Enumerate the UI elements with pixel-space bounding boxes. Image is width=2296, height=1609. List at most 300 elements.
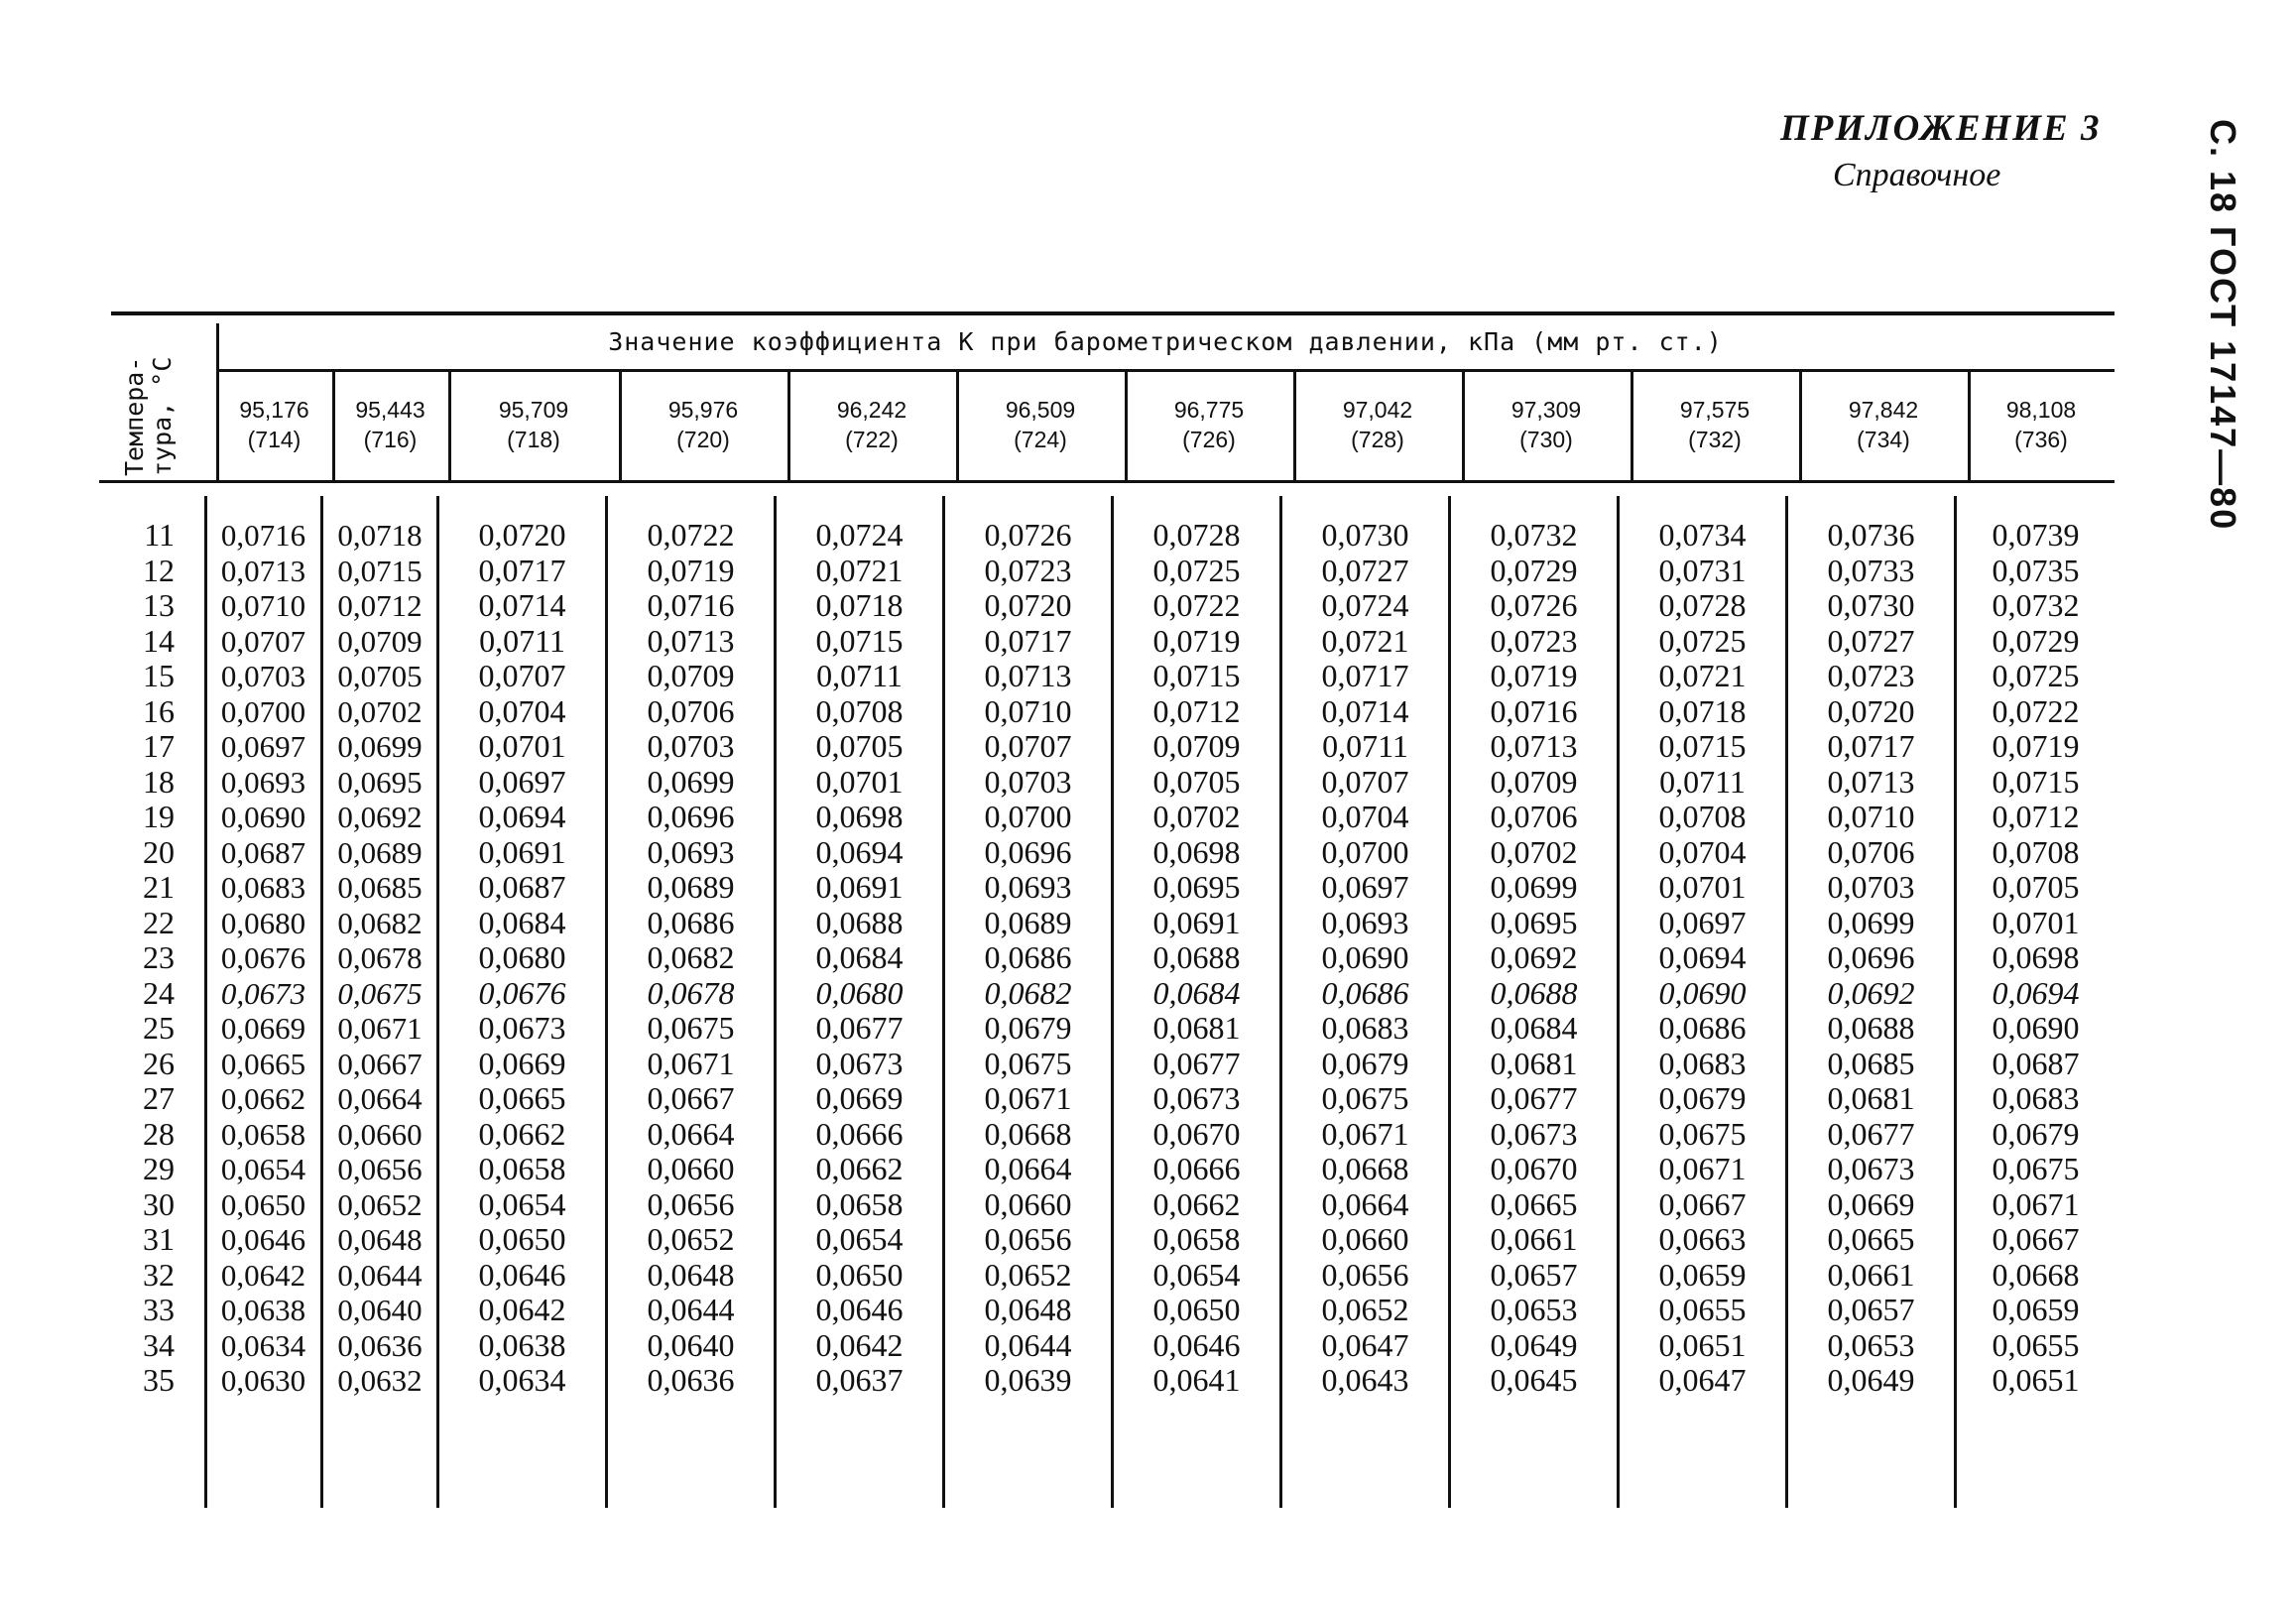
value-cell: 0,0684 xyxy=(1490,1010,1578,1046)
value-cell: 0,0673 xyxy=(220,975,306,1011)
temperature-cell: 29 xyxy=(143,1151,175,1186)
value-cell: 0,0719 xyxy=(1992,728,2080,764)
value-cell: 0,0670 xyxy=(1490,1151,1578,1186)
value-cell: 0,0715 xyxy=(815,622,904,659)
value-cell: 0,0636 xyxy=(647,1362,735,1398)
pressure-column xyxy=(323,518,436,1399)
value-cell: 0,0679 xyxy=(1992,1115,2080,1152)
pressure-kpa: 96,775 xyxy=(1173,397,1245,423)
value-cell: 0,0639 xyxy=(984,1362,1072,1398)
temperature-header xyxy=(121,327,181,486)
value-cell: 0,0667 xyxy=(1658,1185,1747,1222)
value-cell: 0,0709 xyxy=(337,623,423,659)
value-cell: 0,0664 xyxy=(1321,1185,1409,1222)
value-cell: 0,0662 xyxy=(220,1081,306,1116)
temperature-cell: 19 xyxy=(143,799,175,834)
value-cell: 0,0669 xyxy=(815,1080,904,1116)
value-cell: 0,0718 xyxy=(815,587,904,623)
value-cell: 0,0664 xyxy=(984,1151,1072,1186)
value-cell: 0,0688 xyxy=(1827,1010,1915,1046)
pressure-kpa: 95,176 xyxy=(239,397,309,423)
value-cell: 0,0689 xyxy=(337,834,423,870)
value-cell: 0,0656 xyxy=(1321,1256,1409,1293)
temperature-cell: 22 xyxy=(143,904,175,940)
value-cell: 0,0676 xyxy=(220,940,306,975)
pressure-kpa: 95,976 xyxy=(667,397,739,423)
value-cell: 0,0698 xyxy=(1152,833,1241,870)
value-cell: 0,0675 xyxy=(1992,1151,2080,1186)
value-cell: 0,0669 xyxy=(220,1011,306,1046)
value-cell: 0,0661 xyxy=(1490,1221,1578,1257)
value-cell: 0,0722 xyxy=(647,517,735,553)
pressure-column-header xyxy=(1466,395,1627,454)
value-cell: 0,0695 xyxy=(337,764,423,800)
pressure-kpa: 96,242 xyxy=(836,397,907,423)
value-cell: 0,0725 xyxy=(1152,552,1241,588)
value-cell: 0,0642 xyxy=(815,1326,904,1363)
value-cell: 0,0657 xyxy=(1827,1292,1915,1327)
value-cell: 0,0695 xyxy=(1152,869,1241,905)
value-cell: 0,0680 xyxy=(220,905,306,940)
value-cell: 0,0735 xyxy=(1992,552,2080,588)
value-cell: 0,0729 xyxy=(1992,622,2080,659)
value-cell: 0,0722 xyxy=(1152,587,1241,623)
value-cell: 0,0703 xyxy=(647,728,735,764)
value-cell: 0,0716 xyxy=(220,518,306,553)
temperature-column xyxy=(129,518,175,1399)
column-divider xyxy=(1954,496,1957,1508)
value-cell: 0,0725 xyxy=(1992,658,2080,693)
value-cell: 0,0713 xyxy=(647,622,735,659)
value-cell: 0,0702 xyxy=(337,693,423,729)
value-cell: 0,0727 xyxy=(1827,622,1915,659)
header-divider xyxy=(1631,371,1633,482)
pressure-column-header xyxy=(1634,395,1795,454)
value-cell: 0,0690 xyxy=(1992,1010,2080,1046)
temperature-cell: 26 xyxy=(143,1045,175,1081)
header-divider xyxy=(332,371,335,482)
value-cell: 0,0646 xyxy=(815,1292,904,1327)
value-cell: 0,0686 xyxy=(647,904,735,940)
value-cell: 0,0644 xyxy=(647,1292,735,1327)
value-cell: 0,0720 xyxy=(984,587,1072,623)
value-cell: 0,0699 xyxy=(1827,904,1915,940)
value-cell: 0,0646 xyxy=(220,1222,306,1257)
value-cell: 0,0696 xyxy=(647,799,735,834)
value-cell: 0,0704 xyxy=(1321,799,1409,834)
header-bottom-rule xyxy=(99,480,2115,483)
value-cell: 0,0717 xyxy=(1321,658,1409,693)
temperature-cell: 18 xyxy=(143,763,175,800)
value-cell: 0,0723 xyxy=(1827,658,1915,693)
temperature-cell: 35 xyxy=(143,1362,175,1398)
value-cell: 0,0679 xyxy=(984,1010,1072,1046)
temperature-cell: 24 xyxy=(143,974,175,1011)
value-cell: 0,0655 xyxy=(1658,1292,1747,1327)
value-cell: 0,0709 xyxy=(1152,728,1241,764)
pressure-mmhg: (718) xyxy=(507,427,560,452)
value-cell: 0,0676 xyxy=(478,974,566,1011)
value-cell: 0,0715 xyxy=(1992,763,2080,800)
value-cell: 0,0701 xyxy=(1658,869,1747,905)
value-cell: 0,0682 xyxy=(984,974,1072,1011)
value-cell: 0,0699 xyxy=(1490,869,1578,905)
appendix-subtitle: Справочное xyxy=(1833,157,2001,193)
value-cell: 0,0699 xyxy=(337,729,423,764)
header-divider xyxy=(956,371,959,482)
value-cell: 0,0714 xyxy=(1321,692,1409,729)
value-cell: 0,0705 xyxy=(1992,869,2080,905)
value-cell: 0,0688 xyxy=(1152,939,1241,975)
value-cell: 0,0647 xyxy=(1321,1326,1409,1363)
value-cell: 0,0711 xyxy=(1322,728,1408,764)
value-cell: 0,0717 xyxy=(478,552,566,588)
temperature-cell: 32 xyxy=(143,1256,175,1293)
value-cell: 0,0679 xyxy=(1321,1045,1409,1081)
value-cell: 0,0656 xyxy=(984,1221,1072,1257)
value-cell: 0,0680 xyxy=(478,939,566,975)
value-cell: 0,0711 xyxy=(816,658,903,693)
temperature-header-line1: Темпера- xyxy=(120,356,149,476)
value-cell: 0,0675 xyxy=(1321,1080,1409,1116)
value-cell: 0,0688 xyxy=(1490,974,1578,1011)
value-cell: 0,0707 xyxy=(984,728,1072,764)
value-cell: 0,0680 xyxy=(815,974,904,1011)
value-cell: 0,0724 xyxy=(1321,587,1409,623)
value-cell: 0,0651 xyxy=(1992,1362,2080,1398)
pressure-column-header xyxy=(623,395,784,454)
value-cell: 0,0660 xyxy=(647,1151,735,1186)
value-cell: 0,0646 xyxy=(1152,1326,1241,1363)
value-cell: 0,0713 xyxy=(1490,728,1578,764)
value-cell: 0,0730 xyxy=(1827,587,1915,623)
value-cell: 0,0692 xyxy=(337,800,423,834)
value-cell: 0,0697 xyxy=(1658,904,1747,940)
value-cell: 0,0683 xyxy=(1321,1010,1409,1046)
value-cell: 0,0715 xyxy=(337,553,423,588)
pressure-mmhg: (732) xyxy=(1688,427,1742,452)
value-cell: 0,0732 xyxy=(1992,587,2080,623)
pressure-column-header xyxy=(220,395,328,454)
value-cell: 0,0640 xyxy=(337,1293,423,1327)
value-cell: 0,0638 xyxy=(478,1326,566,1363)
pressure-column xyxy=(1114,518,1279,1399)
value-cell: 0,0687 xyxy=(220,834,306,870)
value-cell: 0,0661 xyxy=(1827,1256,1915,1293)
column-divider xyxy=(1448,496,1451,1508)
value-cell: 0,0716 xyxy=(1490,692,1578,729)
pressure-kpa: 97,042 xyxy=(1342,397,1413,423)
value-cell: 0,0713 xyxy=(220,553,306,588)
value-cell: 0,0708 xyxy=(815,692,904,729)
value-cell: 0,0662 xyxy=(478,1115,566,1152)
value-cell: 0,0702 xyxy=(1490,833,1578,870)
value-cell: 0,0689 xyxy=(984,904,1072,940)
column-divider xyxy=(774,496,777,1508)
value-cell: 0,0721 xyxy=(1658,658,1747,693)
value-cell: 0,0658 xyxy=(815,1185,904,1222)
pressure-column xyxy=(206,518,320,1399)
value-cell: 0,0718 xyxy=(1658,692,1747,729)
table-top-rule xyxy=(111,311,2115,315)
value-cell: 0,0640 xyxy=(647,1326,735,1363)
temperature-cell: 12 xyxy=(143,552,175,588)
value-cell: 0,0673 xyxy=(815,1045,904,1081)
value-cell: 0,0704 xyxy=(478,692,566,729)
value-cell: 0,0712 xyxy=(1992,799,2080,834)
value-cell: 0,0682 xyxy=(647,939,735,975)
value-cell: 0,0695 xyxy=(1490,904,1578,940)
value-cell: 0,0703 xyxy=(220,659,306,693)
value-cell: 0,0668 xyxy=(984,1115,1072,1152)
value-cell: 0,0698 xyxy=(1992,939,2080,975)
value-cell: 0,0715 xyxy=(1152,658,1241,693)
value-cell: 0,0698 xyxy=(815,799,904,834)
value-cell: 0,0643 xyxy=(1321,1362,1409,1398)
value-cell: 0,0697 xyxy=(478,763,566,800)
value-cell: 0,0693 xyxy=(220,764,306,800)
value-cell: 0,0703 xyxy=(1827,869,1915,905)
value-cell: 0,0701 xyxy=(1992,904,2080,940)
value-cell: 0,0641 xyxy=(1152,1362,1241,1398)
value-cell: 0,0668 xyxy=(1992,1256,2080,1293)
value-cell: 0,0659 xyxy=(1658,1256,1747,1293)
value-cell: 0,0659 xyxy=(1992,1292,2080,1327)
value-cell: 0,0697 xyxy=(1321,869,1409,905)
pressure-column xyxy=(945,518,1111,1399)
temperature-cell: 15 xyxy=(143,658,175,693)
column-divider xyxy=(1617,496,1620,1508)
value-cell: 0,0712 xyxy=(1152,692,1241,729)
value-cell: 0,0648 xyxy=(647,1256,735,1293)
value-cell: 0,0671 xyxy=(1992,1185,2080,1222)
value-cell: 0,0677 xyxy=(1490,1080,1578,1116)
value-cell: 0,0648 xyxy=(337,1222,423,1257)
value-cell: 0,0651 xyxy=(1658,1326,1747,1363)
temperature-cell: 27 xyxy=(143,1080,175,1116)
value-cell: 0,0667 xyxy=(337,1046,423,1081)
header-divider xyxy=(1125,371,1128,482)
value-cell: 0,0707 xyxy=(220,623,306,659)
value-cell: 0,0736 xyxy=(1827,517,1915,553)
header-divider xyxy=(1462,371,1465,482)
value-cell: 0,0697 xyxy=(220,729,306,764)
value-cell: 0,0677 xyxy=(815,1010,904,1046)
temperature-cell: 20 xyxy=(143,833,175,870)
value-cell: 0,0717 xyxy=(984,622,1072,659)
value-cell: 0,0711 xyxy=(479,622,565,659)
value-cell: 0,0649 xyxy=(1827,1362,1915,1398)
value-cell: 0,0712 xyxy=(337,588,423,623)
value-cell: 0,0671 xyxy=(1321,1115,1409,1152)
value-cell: 0,0714 xyxy=(478,587,566,623)
value-cell: 0,0687 xyxy=(478,869,566,905)
column-divider xyxy=(1111,496,1114,1508)
value-cell: 0,0702 xyxy=(1152,799,1241,834)
value-cell: 0,0650 xyxy=(815,1256,904,1293)
value-cell: 0,0685 xyxy=(1827,1045,1915,1081)
value-cell: 0,0700 xyxy=(984,799,1072,834)
value-cell: 0,0645 xyxy=(1490,1362,1578,1398)
value-cell: 0,0723 xyxy=(984,552,1072,588)
pressure-column-header xyxy=(1803,395,1964,454)
value-cell: 0,0701 xyxy=(478,728,566,764)
value-cell: 0,0724 xyxy=(815,517,904,553)
value-cell: 0,0656 xyxy=(647,1185,735,1222)
pressure-column-header xyxy=(336,395,444,454)
value-cell: 0,0694 xyxy=(1658,939,1747,975)
value-cell: 0,0683 xyxy=(1992,1080,2080,1116)
pressure-column-header xyxy=(1972,395,2111,454)
value-cell: 0,0728 xyxy=(1658,587,1747,623)
pressure-column xyxy=(1788,518,1954,1399)
value-cell: 0,0686 xyxy=(1658,1010,1747,1046)
value-cell: 0,0716 xyxy=(647,587,735,623)
value-cell: 0,0669 xyxy=(478,1045,566,1081)
pressure-column xyxy=(1620,518,1785,1399)
value-cell: 0,0692 xyxy=(1827,974,1915,1011)
value-cell: 0,0717 xyxy=(1827,728,1915,764)
temperature-cell: 13 xyxy=(143,587,175,623)
value-cell: 0,0720 xyxy=(478,517,566,553)
value-cell: 0,0694 xyxy=(1992,974,2080,1011)
value-cell: 0,0638 xyxy=(220,1293,306,1327)
value-cell: 0,0706 xyxy=(1490,799,1578,834)
value-cell: 0,0692 xyxy=(1490,939,1578,975)
temperature-cell: 31 xyxy=(143,1221,175,1257)
value-cell: 0,0689 xyxy=(647,869,735,905)
column-divider xyxy=(320,496,323,1508)
value-cell: 0,0682 xyxy=(337,905,423,940)
value-cell: 0,0731 xyxy=(1658,552,1747,588)
temperature-cell: 30 xyxy=(143,1185,175,1222)
value-cell: 0,0719 xyxy=(647,552,735,588)
value-cell: 0,0673 xyxy=(1152,1080,1241,1116)
value-cell: 0,0665 xyxy=(478,1080,566,1116)
value-cell: 0,0693 xyxy=(1321,904,1409,940)
value-cell: 0,0681 xyxy=(1152,1010,1241,1046)
value-cell: 0,0663 xyxy=(1658,1221,1747,1257)
value-cell: 0,0719 xyxy=(1152,622,1241,659)
temperature-cell: 14 xyxy=(143,622,175,659)
value-cell: 0,0671 xyxy=(1658,1151,1747,1186)
value-cell: 0,0708 xyxy=(1992,833,2080,870)
temperature-cell: 34 xyxy=(143,1326,175,1363)
value-cell: 0,0667 xyxy=(1992,1221,2080,1257)
value-cell: 0,0653 xyxy=(1490,1292,1578,1327)
pressure-mmhg: (724) xyxy=(1014,427,1067,452)
appendix-title: ПРИЛОЖЕНИЕ 3 xyxy=(1780,108,2102,149)
value-cell: 0,0671 xyxy=(647,1045,735,1081)
value-cell: 0,0660 xyxy=(1321,1221,1409,1257)
value-cell: 0,0710 xyxy=(220,588,306,623)
page-reference-text: С. 18 ГОСТ 17147—80 xyxy=(2203,119,2243,532)
column-divider xyxy=(605,496,608,1508)
pressure-column xyxy=(1451,518,1617,1399)
value-cell: 0,0720 xyxy=(1827,692,1915,729)
value-cell: 0,0678 xyxy=(337,940,423,975)
temperature-cell: 16 xyxy=(143,692,175,729)
temperature-cell: 23 xyxy=(143,939,175,975)
value-cell: 0,0642 xyxy=(478,1292,566,1327)
value-cell: 0,0634 xyxy=(220,1327,306,1363)
value-cell: 0,0690 xyxy=(1658,974,1747,1011)
value-cell: 0,0727 xyxy=(1321,552,1409,588)
value-cell: 0,0704 xyxy=(1658,833,1747,870)
value-cell: 0,0666 xyxy=(1152,1151,1241,1186)
column-divider xyxy=(204,496,207,1508)
value-cell: 0,0636 xyxy=(337,1327,423,1363)
value-cell: 0,0730 xyxy=(1321,517,1409,553)
value-cell: 0,0722 xyxy=(1992,692,2080,729)
value-cell: 0,0683 xyxy=(1658,1045,1747,1081)
temperature-cell: 33 xyxy=(143,1292,175,1327)
value-cell: 0,0707 xyxy=(478,658,566,693)
value-cell: 0,0729 xyxy=(1490,552,1578,588)
column-divider xyxy=(1785,496,1788,1508)
value-cell: 0,0632 xyxy=(337,1363,423,1398)
value-cell: 0,0658 xyxy=(478,1151,566,1186)
value-cell: 0,0733 xyxy=(1827,552,1915,588)
pressure-column xyxy=(777,518,942,1399)
value-cell: 0,0709 xyxy=(647,658,735,693)
value-cell: 0,0658 xyxy=(1152,1221,1241,1257)
value-cell: 0,0703 xyxy=(984,763,1072,800)
header-divider xyxy=(619,371,622,482)
value-cell: 0,0652 xyxy=(1321,1292,1409,1327)
value-cell: 0,0660 xyxy=(984,1185,1072,1222)
value-cell: 0,0683 xyxy=(220,870,306,905)
value-cell: 0,0657 xyxy=(1490,1256,1578,1293)
value-cell: 0,0708 xyxy=(1658,799,1747,834)
value-cell: 0,0654 xyxy=(815,1221,904,1257)
value-cell: 0,0693 xyxy=(647,833,735,870)
value-cell: 0,0649 xyxy=(1490,1326,1578,1363)
value-cell: 0,0650 xyxy=(478,1221,566,1257)
value-cell: 0,0710 xyxy=(984,692,1072,729)
value-cell: 0,0634 xyxy=(478,1362,566,1398)
value-cell: 0,0723 xyxy=(1490,622,1578,659)
header-divider xyxy=(448,371,451,482)
value-cell: 0,0726 xyxy=(1490,587,1578,623)
temperature-cell: 28 xyxy=(143,1115,175,1152)
value-cell: 0,0644 xyxy=(984,1326,1072,1363)
column-divider xyxy=(436,496,439,1508)
value-cell: 0,0656 xyxy=(337,1152,423,1186)
value-cell: 0,0673 xyxy=(1490,1115,1578,1152)
value-cell: 0,0653 xyxy=(1827,1326,1915,1363)
value-cell: 0,0690 xyxy=(220,800,306,834)
value-cell: 0,0671 xyxy=(337,1011,423,1046)
column-divider xyxy=(942,496,945,1508)
value-cell: 0,0630 xyxy=(220,1363,306,1398)
value-cell: 0,0678 xyxy=(647,974,735,1011)
value-cell: 0,0652 xyxy=(337,1186,423,1222)
value-cell: 0,0709 xyxy=(1490,763,1578,800)
group-header: Значение коэффициента К при барометрическом давлении, кПа (мм рт. ст.) xyxy=(608,327,1723,356)
value-cell: 0,0679 xyxy=(1658,1080,1747,1116)
pressure-column xyxy=(1957,518,2115,1399)
value-cell: 0,0700 xyxy=(220,693,306,729)
value-cell: 0,0713 xyxy=(1827,763,1915,800)
pressure-kpa: 98,108 xyxy=(2005,397,2077,423)
value-cell: 0,0665 xyxy=(1827,1221,1915,1257)
value-cell: 0,0664 xyxy=(647,1115,735,1152)
value-cell: 0,0677 xyxy=(1827,1115,1915,1152)
value-cell: 0,0654 xyxy=(220,1152,306,1186)
value-cell: 0,0699 xyxy=(647,763,735,800)
value-cell: 0,0658 xyxy=(220,1116,306,1152)
